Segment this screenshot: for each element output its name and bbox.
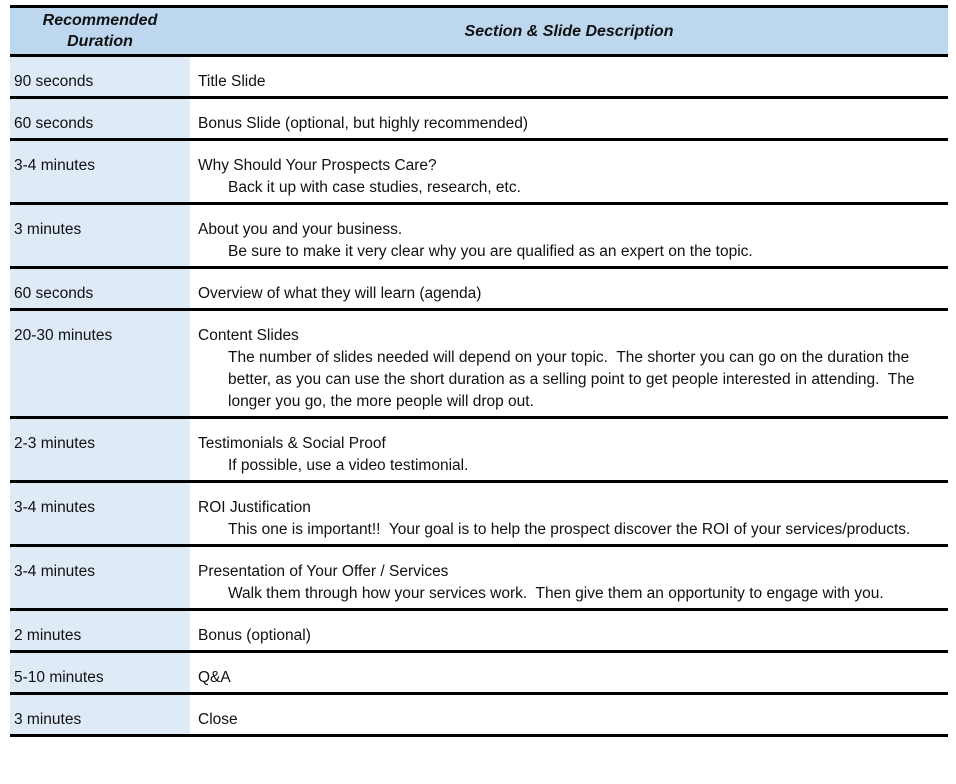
duration-cell: 90 seconds bbox=[10, 57, 190, 96]
webinar-outline-table bbox=[10, 5, 948, 737]
duration-cell: 60 seconds bbox=[10, 269, 190, 308]
section-title: Testimonials & Social Proof bbox=[198, 435, 386, 452]
duration-cell: 2 minutes bbox=[10, 611, 190, 650]
section-title: Bonus Slide (optional, but highly recommended) bbox=[198, 115, 528, 132]
section-detail: The number of slides needed will depend on your topic. The shorter you can go on the duration the better, as you can use the short duration as a selling point to get people interested in attending. The longer you go, the more people will drop out. bbox=[228, 349, 919, 410]
section-title: About you and your business. bbox=[198, 221, 403, 238]
description-cell bbox=[190, 419, 948, 480]
section-detail: Back it up with case studies, research, etc. bbox=[228, 179, 521, 196]
duration-cell: 5-10 minutes bbox=[10, 653, 190, 692]
duration-cell: 3-4 minutes bbox=[10, 141, 190, 202]
table-header-row bbox=[10, 8, 948, 57]
section-title: ROI Justification bbox=[198, 499, 311, 516]
description-cell bbox=[190, 99, 948, 138]
header-section-slide-description: Section & Slide Description bbox=[190, 8, 948, 54]
table-row bbox=[10, 99, 948, 141]
description-cell bbox=[190, 205, 948, 266]
description-cell bbox=[190, 695, 948, 734]
description-cell bbox=[190, 311, 948, 416]
table-row bbox=[10, 141, 948, 205]
table-row bbox=[10, 611, 948, 653]
description-cell bbox=[190, 653, 948, 692]
section-detail: This one is important!! Your goal is to help the prospect discover the ROI of your services/products. bbox=[228, 521, 911, 538]
section-title: Overview of what they will learn (agenda) bbox=[198, 285, 482, 302]
description-cell bbox=[190, 547, 948, 608]
section-detail: Walk them through how your services work. Then give them an opportunity to engage with you. bbox=[228, 585, 884, 602]
description-cell bbox=[190, 57, 948, 96]
table-row bbox=[10, 57, 948, 99]
section-title: Title Slide bbox=[198, 73, 266, 90]
section-title: Why Should Your Prospects Care? bbox=[198, 157, 437, 174]
description-cell bbox=[190, 611, 948, 650]
table-row bbox=[10, 205, 948, 269]
description-cell bbox=[190, 269, 948, 308]
table-row bbox=[10, 269, 948, 311]
duration-cell: 3-4 minutes bbox=[10, 547, 190, 608]
header-recommended-duration: Recommended Duration bbox=[10, 8, 190, 54]
table-row bbox=[10, 311, 948, 419]
duration-cell: 3 minutes bbox=[10, 205, 190, 266]
section-detail: Be sure to make it very clear why you are qualified as an expert on the topic. bbox=[228, 243, 753, 260]
table-row bbox=[10, 695, 948, 737]
duration-cell: 3-4 minutes bbox=[10, 483, 190, 544]
description-cell bbox=[190, 141, 948, 202]
description-cell bbox=[190, 483, 948, 544]
section-title: Q&A bbox=[198, 669, 231, 686]
table-row bbox=[10, 483, 948, 547]
duration-cell: 20-30 minutes bbox=[10, 311, 190, 416]
duration-cell: 60 seconds bbox=[10, 99, 190, 138]
section-title: Content Slides bbox=[198, 327, 299, 344]
section-title: Close bbox=[198, 711, 238, 728]
duration-cell: 2-3 minutes bbox=[10, 419, 190, 480]
section-title: Presentation of Your Offer / Services bbox=[198, 563, 449, 580]
section-title: Bonus (optional) bbox=[198, 627, 311, 644]
table-body bbox=[10, 57, 948, 737]
table-row bbox=[10, 547, 948, 611]
duration-cell: 3 minutes bbox=[10, 695, 190, 734]
section-detail: If possible, use a video testimonial. bbox=[228, 457, 469, 474]
table-row bbox=[10, 653, 948, 695]
table-row bbox=[10, 419, 948, 483]
